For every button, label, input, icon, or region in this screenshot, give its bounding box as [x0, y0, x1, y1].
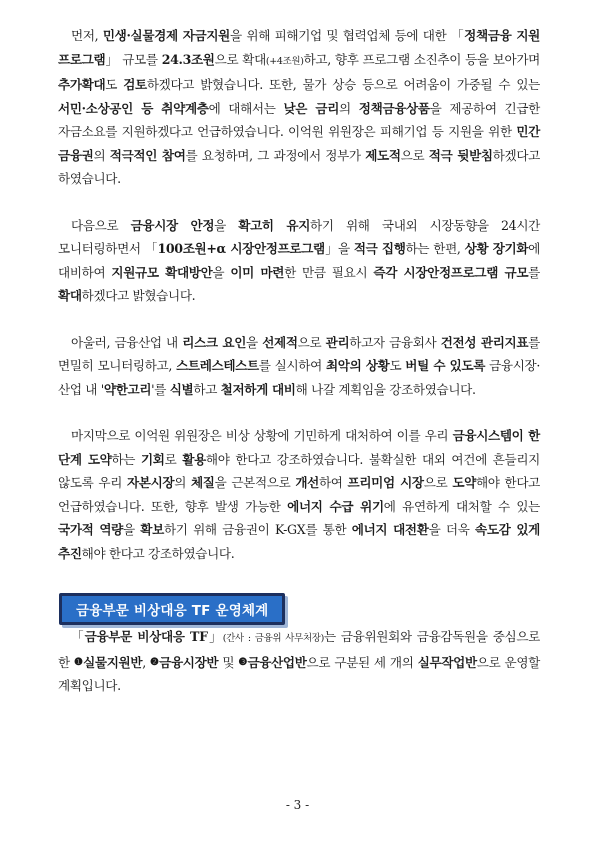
- circled-number-1-icon: ❶: [73, 656, 84, 668]
- paragraph-gap: [58, 308, 540, 331]
- section-heading: 금융부문 비상대응 TF 운영체계: [76, 603, 269, 619]
- paragraph-gap: [58, 191, 540, 214]
- paragraph-funding-support: 먼저, 민생·실물경제 자금지원을 위해 피해기업 및 협력업체 등에 대한 「정책금융 지원 프로그램」 규모를 24.3조원으로 확대(+4조원)하고, 향후 프로그램 소진추이 등을 보아가며 추가확대도 검토하겠다고 밝혔습니다. 또한, 물가 상승 등으로 어려움이 가중될 수 있는 서민·소상공인 등 취약계층에 대해서는 낮은 금리의 정책금융상품을 제공하여 긴급한 자금소요를 지원하겠다고 언급하였습니다. 이억원 위원장은 피해기업 등 지원을 위한 민간 금융권의 적극적인 참여를 요청하며, 그 과정에서 정부가 제도적으로 적극 뒷받침하겠다고 하였습니다.: [58, 28, 540, 186]
- paragraph-gap: [58, 401, 540, 424]
- circled-number-3-icon: ❸: [238, 656, 248, 668]
- paragraph-risk-management: 아울러, 금융산업 내 리스크 요인을 선제적으로 관리하고자 금융회사 건전성 관리지표를 면밀히 모니터링하고, 스트레스테스트를 실시하여 최악의 상황도 버틸 수 있도록 금융시장·산업 내 '약한고리'를 식별하고 철저하게 대비해 나갈 계획임을 강조하였습니다.: [58, 334, 540, 397]
- paragraph-tf-structure: 「금융부문 비상대응 TF」(간사 : 금융위 사무처장)는 금융위원회와 금융감독원을 중심으로 한 ❶실물지원반, ❷금융시장반 및 ❸금융산업반으로 구분된 세 개의 실무작업반으로 운영할 계획입니다.: [58, 629, 540, 693]
- paragraph-leap-forward: 마지막으로 이억원 위원장은 비상 상황에 기민하게 대처하여 이를 우리 금융시스템이 한 단계 도약하는 기회로 활용해야 한다고 강조하였습니다. 불확실한 대외 여건에 흔들리지 않도록 우리 자본시장의 체질을 근본적으로 개선하여 프리미엄 시장으로 도약해야 한다고 언급하였습니다. 또한, 향후 발생 가능한 에너지 수급 위기에 유연하게 대처할 수 있는 국가적 역량을 확보하기 위해 금융권이 K-GX를 통한 에너지 대전환을 더욱 속도감 있게 추진해야 한다고 강조하였습니다.: [58, 428, 541, 561]
- section-heading-box: [59, 593, 285, 625]
- paragraph-market-stability: 다음으로 금융시장 안정을 확고히 유지하기 위해 국내외 시장동향을 24시간 모니터링하면서 「100조원+α 시장안정프로그램」을 적극 집행하는 한편, 상황 장기화에 대비하여 지원규모 확대방안을 이미 마련한 만큼 필요시 즉각 시장안정프로그램 규모를 확대하겠다고 밝혔습니다.: [58, 217, 540, 303]
- circled-number-2-icon: ❷: [150, 656, 160, 668]
- page-number: - 3 -: [285, 798, 310, 812]
- document-body: [58, 24, 540, 698]
